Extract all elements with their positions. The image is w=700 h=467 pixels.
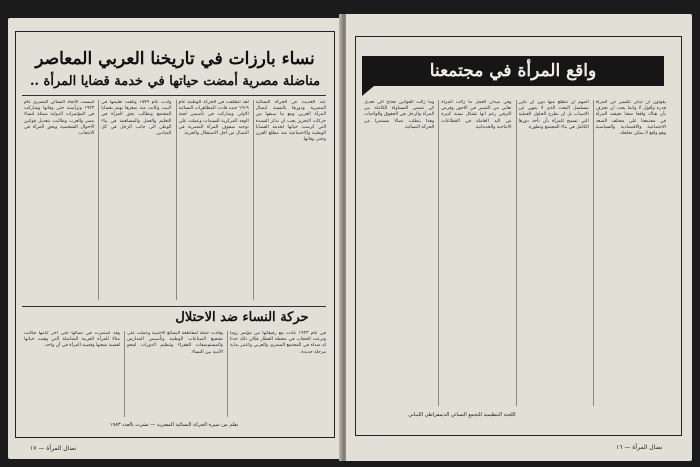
article-column: ولدت عام ١٨٧٩ وتلقت تعليمها في البيت وكانت منذ صغرها تهتم بقضايا المجتمع وتطالب بحق المرأة في التعليم والعمل والمساهمة في بناء الوطن الى جانب الرجل في كل الميادين. [98,100,171,300]
page-headline: نساء بارزات في تاريخنا العربي المعاصر [35,49,315,69]
section-divider [22,306,326,307]
title-banner: واقع المرأة في مجتمعنا [362,56,664,86]
article-columns-bottom [22,331,326,417]
article-column: عند الحديث عن الحركة النسائية المصرية ودورها بالنسبة لنضال المرأة العربي ومع ما سبقها من حركات التحرير يجب ان نذكر السيدة التي كرست حياتها لخدمة القضايا الوطنية والاجتماعية منذ مطلع القرن وحتى وفاتها. [253,100,326,300]
article-column: المهم ان نتطلع منها دون ان نكرر مسلسل البحث الذي لا ينتهي عن الاسباب بل ان نطرح الحلول العملية التي تسمح للمرأة بأن تأخذ دورها الكامل في بناء المجتمع وتطوره. [516,100,589,406]
banner-corner-ornament [362,86,374,96]
article-column: وفي ميدان العمل ما زالت المرأة تعاني من التمييز في الاجور وفرص الترقي رغم انها تشكل نسبة كبيرة من اليد العاملة في القطاعات الانتاجية والخدماتية. [438,100,511,406]
magazine-page-right [346,14,692,461]
article-columns [362,100,666,406]
headline-divider [22,95,326,96]
page-subheadline: مناضلة مصرية أمضت حياتها في خدمة قضايا المرأة .. [29,74,321,89]
page-folio: نضال المرأة — ١٦ [616,444,663,451]
magazine-page-left [8,18,342,459]
article-columns-top [22,100,326,300]
article-column: لقد انطلقت في الحركة الوطنية عام ١٩١٩ حيث قادت المظاهرات النسائية الاولى وشاركت في تأسيس لجنة الوفد المركزية للسيدات وعملت على توحيد صفوف المرأة المصرية في النضال من أجل الاستقلال والحرية. [176,100,249,300]
article-caption: اللجنة التنظيمية للتجمع النسائي الديمقراطي اللبناني [408,412,516,418]
article-column: أسست الاتحاد النسائي المصري عام ١٩٢٣ وترأسته حتى وفاتها وشاركت في المؤتمرات الدولية ممثلة لنساء مصر والعرب وطالبت بتعديل قوانين الاحوال الشخصية وبحق المرأة في الانتخاب. [24,100,95,137]
article-caption: بقلم من سيرة الحركة النسائية المصرية — نشرت بالعدد ١٩٨٣ [109,422,239,428]
article-column: وقد استمرت في نضالها حتى آخر أيامها فكانت مثالا للمرأة العربية المناضلة التي وهبت حياتها لقضية شعبها وقضية المرأة في آن واحد. [24,331,120,349]
article-column: وقادت حملة لمقاطعة البضائع الاجنبية وعملت على تشجيع الصناعات الوطنية وتأسيس المدارس والمستوصفات للفقراء وتنظيم الدورات لمحو الأمية بين النساء. [124,331,223,417]
article-column: وما زالت القوانين تحتاج الى تعديل كي تضمن المساواة الكاملة بين المرأة والرجل في الحقوق والواجبات وهذا يتطلب نضالا مستمرا من الحركة النسائية. [364,100,435,130]
section-title: حركة النساء ضد الاحتلال [175,310,309,325]
article-column: يقولون ان لبنان تكسير عن المرأة قدره وأقول لا وانما يجب ان نعترف بأن هناك واقعا صعبا تعيشه المرأة في مجتمعنا على مختلف الصعد الاجتماعية والاقتصادية والسياسية وهو واقع لا يمكن تجاهله. [593,100,666,406]
page-folio: نضال المرأة — ١٧ [30,445,77,452]
article-column: في عام ١٩٢٣ عادت مع رفيقاتها من مؤتمر روما ونزعت الحجاب في محطة القطار فكان ذلك حدثا له صداه في المجتمع المصري والعربي واعتبر بداية مرحلة جديدة. [227,331,326,417]
